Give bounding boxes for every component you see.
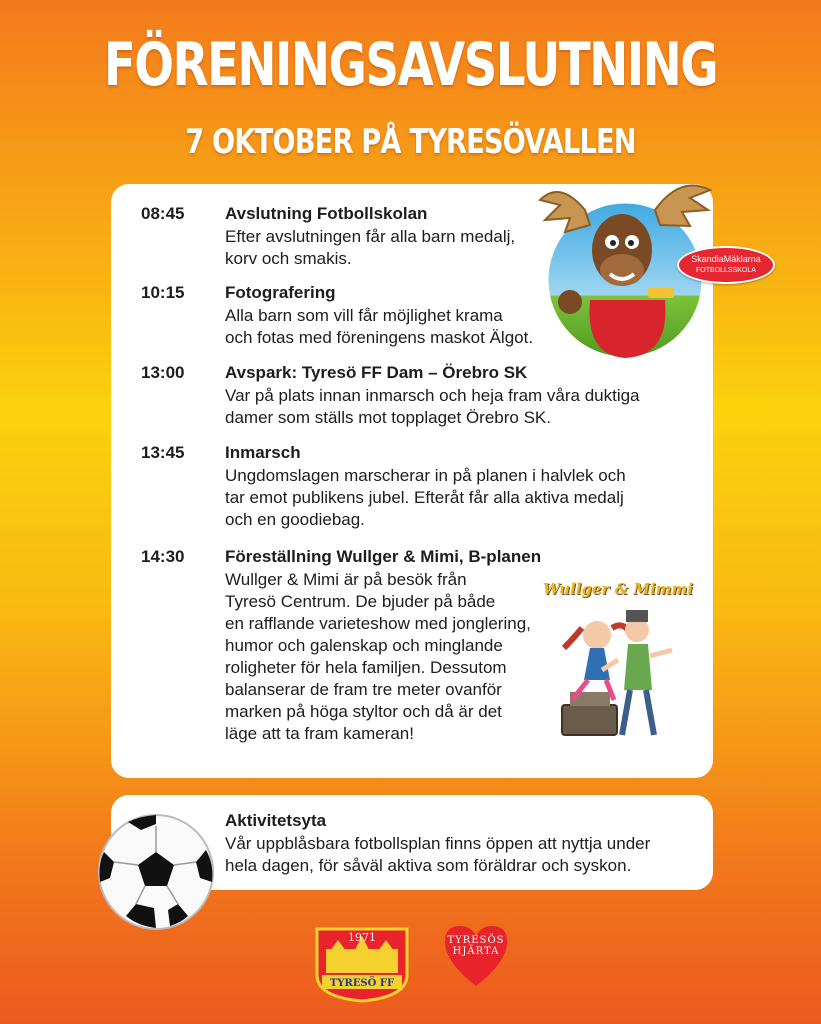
schedule-title: Inmarsch — [225, 443, 301, 462]
football-icon — [96, 812, 216, 932]
desc-line: en rafflande varieteshow med jonglering, — [225, 614, 531, 633]
desc-line: läge att ta fram kameran! — [225, 724, 414, 743]
heart-text-line: TYRESÖS — [447, 935, 505, 946]
desc-line: tar emot publikens jubel. Efteråt får alla aktiva medalj — [225, 488, 624, 507]
schedule-description — [225, 385, 640, 429]
desc-line: damer som ställs mot topplaget Örebro SK. — [225, 408, 551, 427]
desc-line: marken på höga styltor och då är det — [225, 702, 502, 721]
schedule-description — [225, 305, 533, 349]
schedule-time: 10:15 — [141, 283, 185, 302]
schedule-time: 13:00 — [141, 363, 185, 382]
desc-line: balanserar de fram tre meter ovanför — [225, 680, 502, 699]
desc-line: Var på plats innan inmarsch och heja fram våra duktiga — [225, 386, 640, 405]
desc-line: Wullger & Mimi är på besök från — [225, 570, 467, 589]
desc-line: Vår uppblåsbara fotbollsplan finns öppen att nyttja under — [225, 834, 651, 853]
schedule-time: 08:45 — [141, 204, 185, 223]
schedule-time: 14:30 — [141, 547, 185, 566]
schedule-time: 13:45 — [141, 443, 185, 462]
sponsor-subtitle: FOTBOLLSSKOLA — [696, 267, 756, 274]
desc-line: Ungdomslagen marscherar in på planen i halvlek och — [225, 466, 626, 485]
desc-line: hela dagen, för såväl aktiva som föräldrar och syskon. — [225, 856, 632, 875]
schedule-description — [225, 226, 515, 270]
desc-line: Alla barn som vill får möjlighet krama — [225, 306, 503, 325]
heart-text-line: HJÄRTA — [452, 946, 500, 957]
performer-logo: Wullger & Mimmi — [542, 580, 694, 598]
page-title: FÖRENINGSAVSLUTNING — [103, 30, 718, 100]
sponsor-badge — [677, 246, 775, 284]
desc-line: Efter avslutningen får alla barn medalj, — [225, 227, 516, 246]
club-name: TYRESÖ FF — [329, 978, 395, 989]
desc-line: och fotas med föreningens maskot Älgot. — [225, 328, 534, 347]
performers-illustration — [552, 600, 692, 742]
desc-line: humor och galenskap och minglande — [225, 636, 503, 655]
schedule-title: Fotografering — [225, 283, 336, 302]
desc-line: och en goodiebag. — [225, 510, 365, 529]
activity-title: Aktivitetsyta — [225, 811, 327, 830]
schedule-description — [225, 465, 626, 531]
schedule-description — [225, 569, 531, 745]
schedule-title: Avslutning Fotbollskolan — [225, 204, 428, 223]
desc-line: Tyresö Centrum. De bjuder på både — [225, 592, 496, 611]
activity-description — [225, 833, 650, 877]
sponsor-name: SkandiaMäklarna — [691, 254, 761, 264]
schedule-title: Avspark: Tyresö FF Dam – Örebro SK — [225, 363, 528, 382]
heart-logo-text — [441, 935, 511, 957]
schedule-title: Föreställning Wullger & Mimi, B-planen — [225, 547, 542, 566]
desc-line: korv och smakis. — [225, 249, 352, 268]
event-date-location: 7 OKTOBER PÅ TYRESÖVALLEN — [185, 122, 636, 162]
club-year: 1971 — [348, 931, 376, 944]
desc-line: roligheter för hela familjen. Dessutom — [225, 658, 507, 677]
